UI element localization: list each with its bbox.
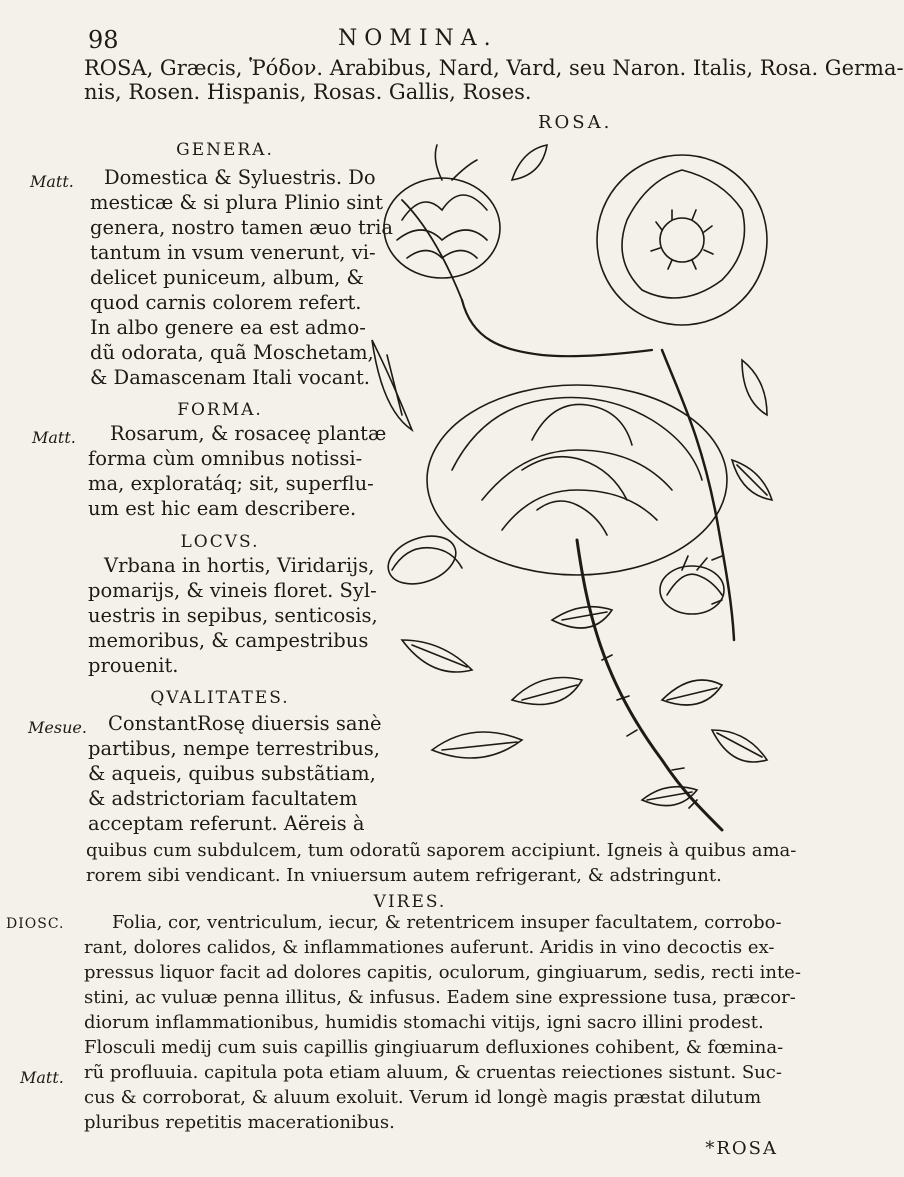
genera-line: dũ odorata, quã Moschetam, <box>90 341 374 364</box>
intro-line-1: ROSA, Græcis, Ῥόδον. Arabibus, Nard, Vard, seu Naron. Italis, Rosa. Germa- <box>84 56 904 80</box>
genera-line: delicet puniceum, album, & <box>90 266 364 289</box>
vires-line: pressus liquor facit ad dolores capitis, oculorum, gingiuarum, sedis, recti inte- <box>84 962 801 983</box>
vires-line: diorum inflammationibus, humidis stomachi vitijs, igni sacro illini prodest. <box>84 1012 764 1033</box>
vires-line: pluribus repetitis macerationibus. <box>84 1112 395 1133</box>
running-head: NOMINA. <box>338 26 498 51</box>
margin-note-qualitates: Mesue. <box>28 718 87 737</box>
rose-woodcut-illustration <box>362 140 787 840</box>
vires-line: rant, dolores calidos, & inflammationes auferunt. Aridis in vino decoctis ex- <box>84 937 775 958</box>
intro-line-2: nis, Rosen. Hispanis, Rosas. Gallis, Roses. <box>84 80 532 104</box>
qualitates-line: quibus cum subdulcem, tum odoratũ saporem accipiunt. Igneis à quibus ama- <box>86 840 797 861</box>
section-heading-locus: LOCVS. <box>180 532 260 552</box>
locus-line: pomarijs, & vineis floret. Syl- <box>88 579 377 602</box>
vires-line: Flosculi medij cum suis capillis gingiuarum defluxiones cohibent, & fœmina- <box>84 1037 784 1058</box>
catchword: *ROSA <box>705 1138 778 1159</box>
qualitates-line: ConstantRosę diuersis sanè <box>108 712 382 735</box>
genera-line: & Damascenam Itali vocant. <box>90 366 371 389</box>
section-heading-vires: VIRES. <box>373 892 447 912</box>
locus-line: prouenit. <box>88 654 179 677</box>
section-heading-qualitates: QVALITATES. <box>150 688 290 708</box>
vires-line: rũ profluuia. capitula pota etiam aluum, & cruentas reiectiones sistunt. Suc- <box>84 1062 782 1083</box>
locus-line: memoribus, & campestribus <box>88 629 369 652</box>
vires-line: Folia, cor, ventriculum, iecur, & retentricem insuper facultatem, corrobo- <box>112 912 782 933</box>
genera-line: mesticæ & si plura Plinio sint <box>90 191 383 214</box>
margin-note-vires-dioscorides: DIOSC. <box>6 916 65 932</box>
qualitates-line: & aqueis, quibus substãtiam, <box>88 762 376 785</box>
forma-line: um est hic eam describere. <box>88 497 357 520</box>
locus-line: Vrbana in hortis, Viridarijs, <box>104 554 375 577</box>
section-heading-forma: FORMA. <box>177 400 263 420</box>
genera-line: quod carnis colorem refert. <box>90 291 362 314</box>
vires-line: cus & corroborat, & aluum exoluit. Verum id longè magis præstat dilutum <box>84 1087 762 1108</box>
figure-caption: ROSA. <box>538 112 613 133</box>
forma-line: Rosarum, & rosaceę plantæ <box>110 422 387 445</box>
forma-line: forma cùm omnibus notissi- <box>88 447 363 470</box>
section-heading-genera: GENERA. <box>176 140 274 160</box>
genera-line: tantum in vsum venerunt, vi- <box>90 241 376 264</box>
margin-note-vires-matthiolus: Matt. <box>20 1068 64 1087</box>
rose-woodcut-svg <box>362 140 787 840</box>
genera-line: In albo genere ea est admo- <box>90 316 366 339</box>
forma-line: ma, exploratáq; sit, superflu- <box>88 472 374 495</box>
qualitates-line: & adstrictoriam facultatem <box>88 787 358 810</box>
genera-line: Domestica & Syluestris. Do <box>104 166 376 189</box>
vires-line: stini, ac vuluæ penna illitus, & infusus. Eadem sine expressione tusa, præcor- <box>84 987 796 1008</box>
qualitates-line: acceptam referunt. Aëreis à <box>88 812 365 835</box>
locus-line: uestris in sepibus, senticosis, <box>88 604 378 627</box>
page-number: 98 <box>88 26 119 54</box>
margin-note-genera: Matt. <box>30 172 74 191</box>
qualitates-line: rorem sibi vendicant. In vniuersum autem refrigerant, & adstringunt. <box>86 865 722 886</box>
qualitates-line: partibus, nempe terrestribus, <box>88 737 380 760</box>
margin-note-forma: Matt. <box>32 428 76 447</box>
genera-line: genera, nostro tamen æuo tria <box>90 216 393 239</box>
